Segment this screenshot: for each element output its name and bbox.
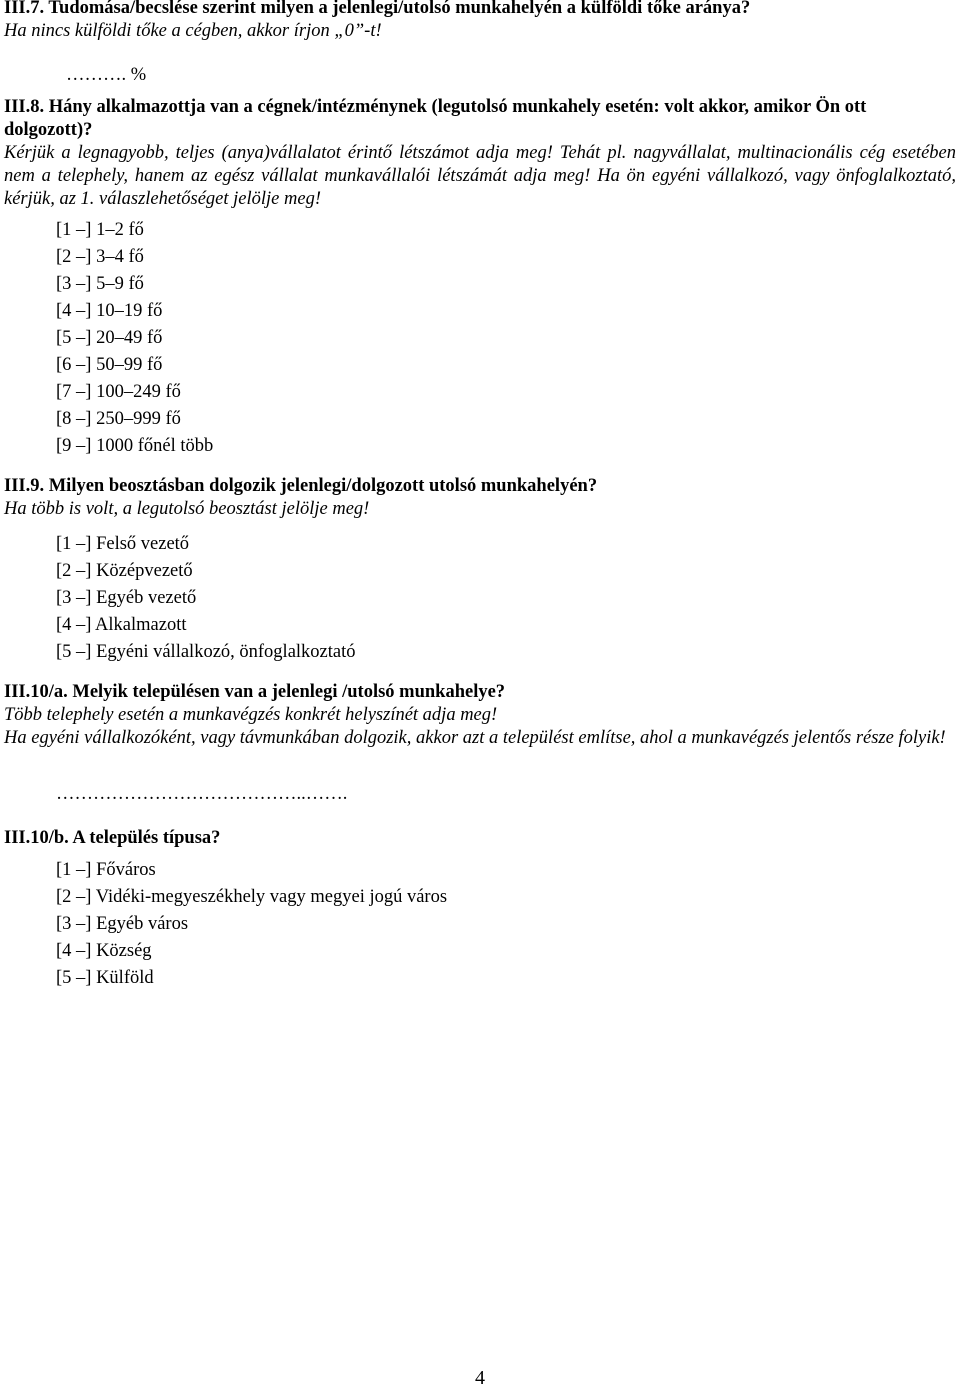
answer-option[interactable]: [3 –] Egyéb város [56,914,189,934]
answer-option[interactable]: [8 –] 250–999 fő [56,409,181,429]
answer-option[interactable]: [6 –] 50–99 fő [56,355,163,375]
question-instruction: Ha nincs külföldi tőke a cégben, akkor írjon „0”-t! [4,21,382,41]
question-instruction: Ha több is volt, a legutolsó beosztást jelölje meg! [4,499,370,519]
question-instruction: Kérjük a legnagyobb, teljes (anya)vállalatot érintő létszámot adja meg! Tehát pl. nagyvállalat, multinacionális cég esetében nem a telephely, hanem az egész vállalat munkavállalói létszámát adja meg! Ha ön egyéni vállalkozó, vagy önfoglalkoztató, kérjük, az 1. válaszlehetőséget jelölje meg! [4,143,956,209]
question-III-10a [4,681,956,806]
answer-option[interactable]: [5 –] Egyéni vállalkozó, önfoglalkoztató [56,642,356,662]
answer-blank[interactable]: …………………………………..……. [56,784,348,804]
answer-option[interactable]: [2 –] 3–4 fő [56,247,144,267]
answer-options [56,531,956,666]
answer-option[interactable]: [7 –] 100–249 fő [56,382,181,402]
page-number: 4 [475,1367,485,1389]
questionnaire-page [4,0,956,992]
answer-options [56,857,956,992]
question-III-9 [4,475,956,666]
answer-option[interactable]: [3 –] Egyéb vezető [56,588,197,608]
answer-option[interactable]: [5 –] Külföld [56,968,154,988]
answer-option[interactable]: [4 –] Alkalmazott [56,615,187,635]
answer-option[interactable]: [1 –] Főváros [56,860,156,880]
answer-option[interactable]: [3 –] 5–9 fő [56,274,144,294]
question-III-7 [4,0,956,87]
question-title: III.10/a. Melyik településen van a jelenlegi /utolsó munkahelye? [4,682,506,702]
answer-options [56,217,956,460]
answer-option[interactable]: [9 –] 1000 főnél több [56,436,214,456]
question-III-8 [4,96,956,460]
answer-option[interactable]: [2 –] Középvezető [56,561,193,581]
question-title: III.7. Tudomása/becslése szerint milyen a jelenlegi/utolsó munkahelyén a külföldi tőke aránya? [4,0,751,18]
answer-option[interactable]: [5 –] 20–49 fő [56,328,163,348]
question-III-10b [4,827,956,992]
question-title: III.9. Milyen beosztásban dolgozik jelenlegi/dolgozott utolsó munkahelyén? [4,476,598,496]
question-title: III.10/b. A település típusa? [4,828,221,848]
answer-option[interactable]: [1 –] 1–2 fő [56,220,144,240]
question-instruction: Több telephely esetén a munkavégzés konkrét helyszínét adja meg! [4,705,498,725]
answer-option[interactable]: [4 –] Község [56,941,152,961]
answer-option[interactable]: [2 –] Vidéki-megyeszékhely vagy megyei jogú város [56,887,448,907]
answer-option[interactable]: [4 –] 10–19 fő [56,301,163,321]
question-title: III.8. Hány alkalmazottja van a cégnek/intézménynek (legutolsó munkahely esetén: volt akkor, amikor Ön ott dolgozott)? [4,97,867,140]
question-instruction: Ha egyéni vállalkozóként, vagy távmunkában dolgozik, akkor azt a települést említse, ahol a munkavégzés jelentős része folyik! [4,728,946,748]
answer-option[interactable]: [1 –] Felső vezető [56,534,190,554]
answer-blank[interactable]: ………. % [66,65,147,85]
